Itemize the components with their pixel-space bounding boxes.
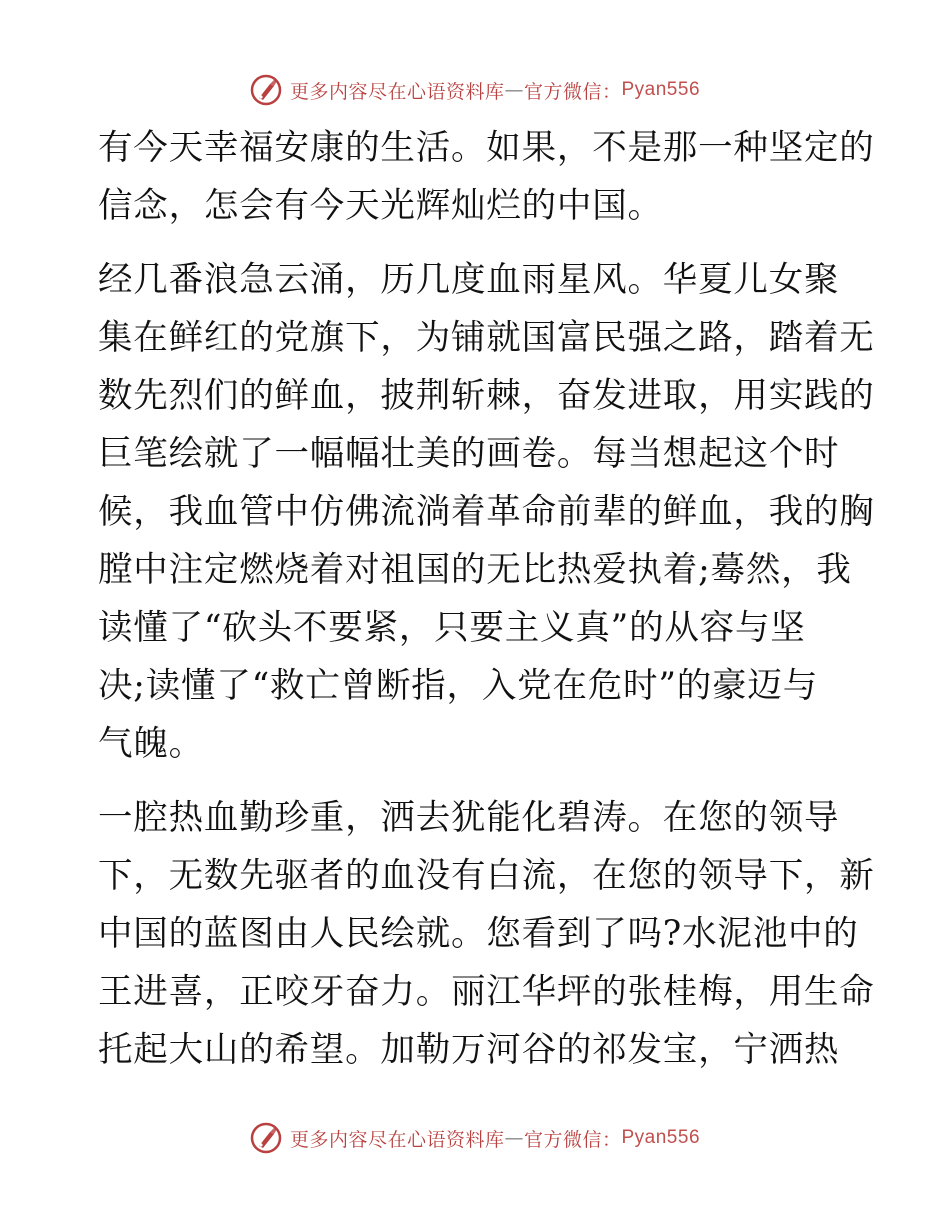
banner-site-name: 更多内容尽在心语资料库: [289, 1128, 505, 1151]
banner-separator: —: [504, 1127, 524, 1149]
text-line: 一腔热血勤珍重，洒去犹能化碧涛。在您的领导: [98, 798, 840, 838]
text-line: 集在鲜红的党旗下，为铺就国富民强之路，踏着无: [98, 318, 875, 358]
banner-contact-label: 官方微信：: [523, 1128, 622, 1151]
paragraph-1: [98, 119, 875, 235]
quill-pen-logo-icon: [250, 1122, 282, 1154]
document-body: [98, 119, 875, 1079]
text-line: 下，无数先驱者的血没有白流，在您的领导下，新: [98, 856, 875, 896]
text-line: 托起大山的希望。加勒万河谷的祁发宝，宁洒热: [98, 1030, 840, 1070]
header-banner: [0, 70, 950, 110]
text-line: 中国的蓝图由人民绘就。您看到了吗?水泥池中的: [98, 914, 859, 954]
text-line: 信念，怎会有今天光辉灿烂的中国。: [98, 186, 663, 226]
banner-separator: —: [504, 79, 524, 101]
text-line: 巨笔绘就了一幅幅壮美的画卷。每当想起这个时: [98, 434, 840, 474]
banner-site-name: 更多内容尽在心语资料库: [289, 80, 505, 103]
banner-contact-id: Pyan556: [621, 79, 701, 100]
text-line: 气魄。: [98, 724, 204, 764]
text-line: 王进喜，正咬牙奋力。丽江华坪的张桂梅，用生命: [98, 972, 875, 1012]
text-line: 候，我血管中仿佛流淌着革命前辈的鲜血，我的胸: [98, 492, 875, 532]
paragraph-3: [98, 789, 875, 1079]
text-line: 有今天幸福安康的生活。如果，不是那一种坚定的: [98, 128, 875, 168]
text-line: 决;读懂了“救亡曾断指，入党在危时”的豪迈与: [98, 666, 818, 706]
text-line: 读懂了“砍头不要紧，只要主义真”的从容与坚: [98, 608, 806, 648]
banner-contact-id: Pyan556: [621, 1127, 701, 1148]
text-line: 膛中注定燃烧着对祖国的无比热爱执着;蓦然，我: [98, 550, 852, 590]
text-line: 经几番浪急云涌，历几度血雨星风。华夏儿女聚: [98, 260, 840, 300]
text-line: 数先烈们的鲜血，披荆斩棘，奋发进取，用实践的: [98, 376, 875, 416]
footer-banner: [0, 1118, 950, 1158]
paragraph-2: [98, 251, 875, 773]
banner-contact-label: 官方微信：: [523, 80, 622, 103]
quill-pen-logo-icon: [250, 74, 282, 106]
